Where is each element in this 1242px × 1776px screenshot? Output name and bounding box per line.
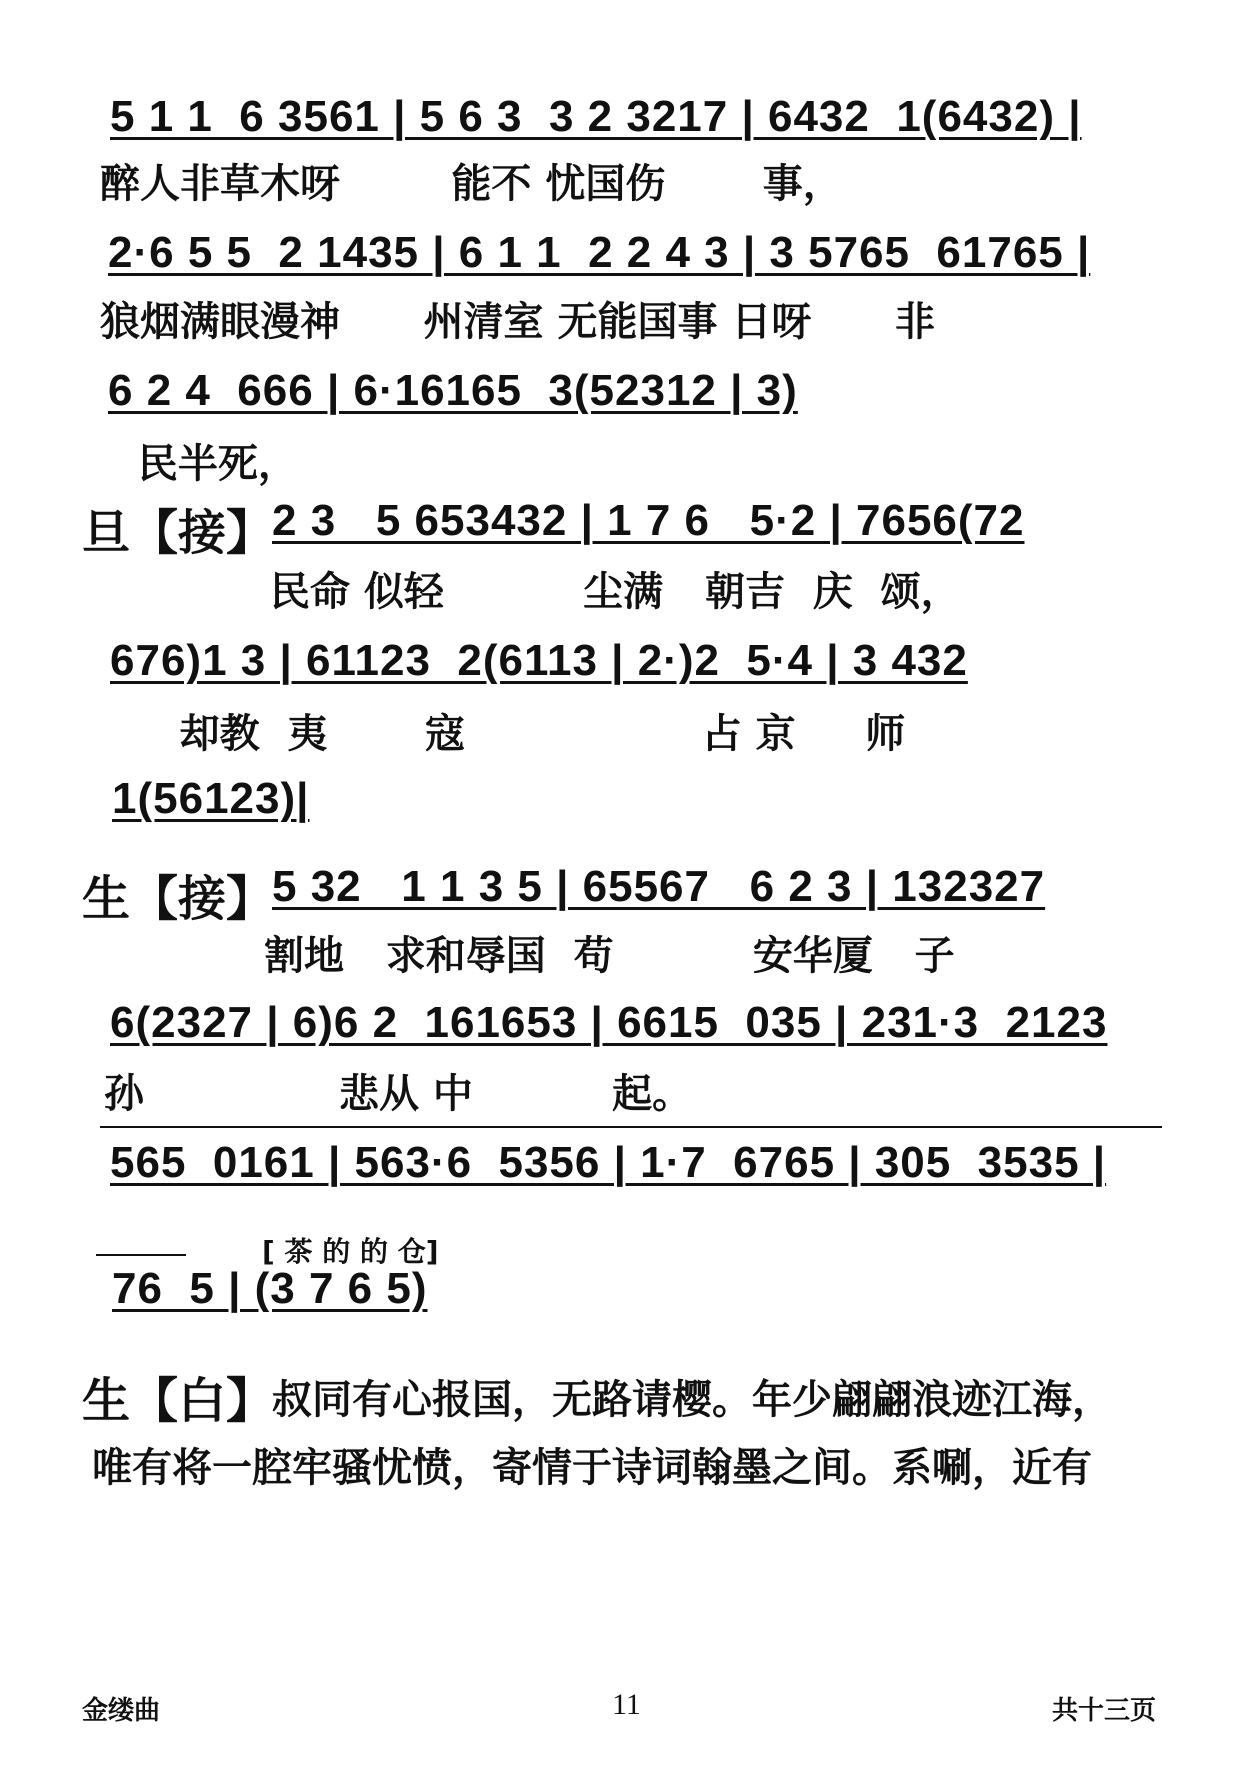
score-notes-line-1: 5 1 1 6 3561 | 5 6 3 3 2 3217 | 6432 1(6432) |	[110, 92, 1082, 141]
dialogue-line-1: 叔同有心报国，无路请樱。年少翩翩浪迹江海，	[272, 1376, 1112, 1423]
score-lyrics-line-1: 醉人非草木呀 能不 忧国伤 事，	[100, 160, 843, 207]
dialogue-role-label: 生【白】	[82, 1373, 275, 1429]
percussion-annotation: [ 茶 的 的 仓]	[262, 1235, 439, 1268]
score-lyrics-line-5: 却教 夷 寇 占 京 师	[110, 710, 906, 757]
dialogue-line-2: 唯有将一腔牢骚忧愤，寄情于诗词翰墨之间。系唰，近有	[92, 1444, 1092, 1491]
score-lyrics-line-8: 孙 悲从 中 起。	[104, 1070, 693, 1117]
score-lyrics-line-7: 割地 求和辱国 苟 安华厦 子	[264, 932, 955, 979]
score-notes-line-8: 6(2327 | 6)6 2 161653 | 6615 035 | 231·3 2123	[110, 998, 1108, 1047]
score-lyrics-line-3: 民半死，	[110, 440, 298, 487]
score-notes-line-4: 2 3 5 653432 | 1 7 6 5·2 | 7656(72	[272, 496, 1025, 545]
slur-line	[100, 1126, 1162, 1128]
role-label-sheng: 生【接】	[82, 871, 275, 927]
score-lyrics-line-4: 民命 似轻 尘满 朝吉 庆 颂，	[270, 568, 961, 615]
score-notes-line-7: 5 32 1 1 3 5 | 65567 6 2 3 | 132327	[272, 862, 1046, 911]
footer-page-number: 11	[612, 1688, 641, 1721]
score-notes-line-9: 565 0161 | 563·6 5356 | 1·7 6765 | 305 3535 |	[110, 1138, 1107, 1187]
role-label-dan: 旦【接】	[82, 505, 275, 561]
score-notes-line-2: 2·6 5 5 2 1435 | 6 1 1 2 2 4 3 | 3 5765 61765 |	[108, 228, 1091, 277]
footer-total-pages: 共十三页	[1052, 1696, 1157, 1726]
score-notes-line-10: 76 5 | (3 7 6 5)	[112, 1264, 428, 1313]
slur-line-short	[96, 1254, 186, 1256]
score-notes-line-3: 6 2 4 666 | 6·16165 3(52312 | 3)	[108, 366, 798, 415]
score-notes-line-6: 1(56123)|	[112, 774, 310, 823]
score-lyrics-line-2: 狼烟满眼漫神 州清室 无能国事 日呀 非	[100, 298, 935, 345]
score-notes-line-5: 676)1 3 | 61123 2(6113 | 2·)2 5·4 | 3 432	[110, 636, 968, 685]
footer-title: 金缕曲	[82, 1696, 161, 1726]
